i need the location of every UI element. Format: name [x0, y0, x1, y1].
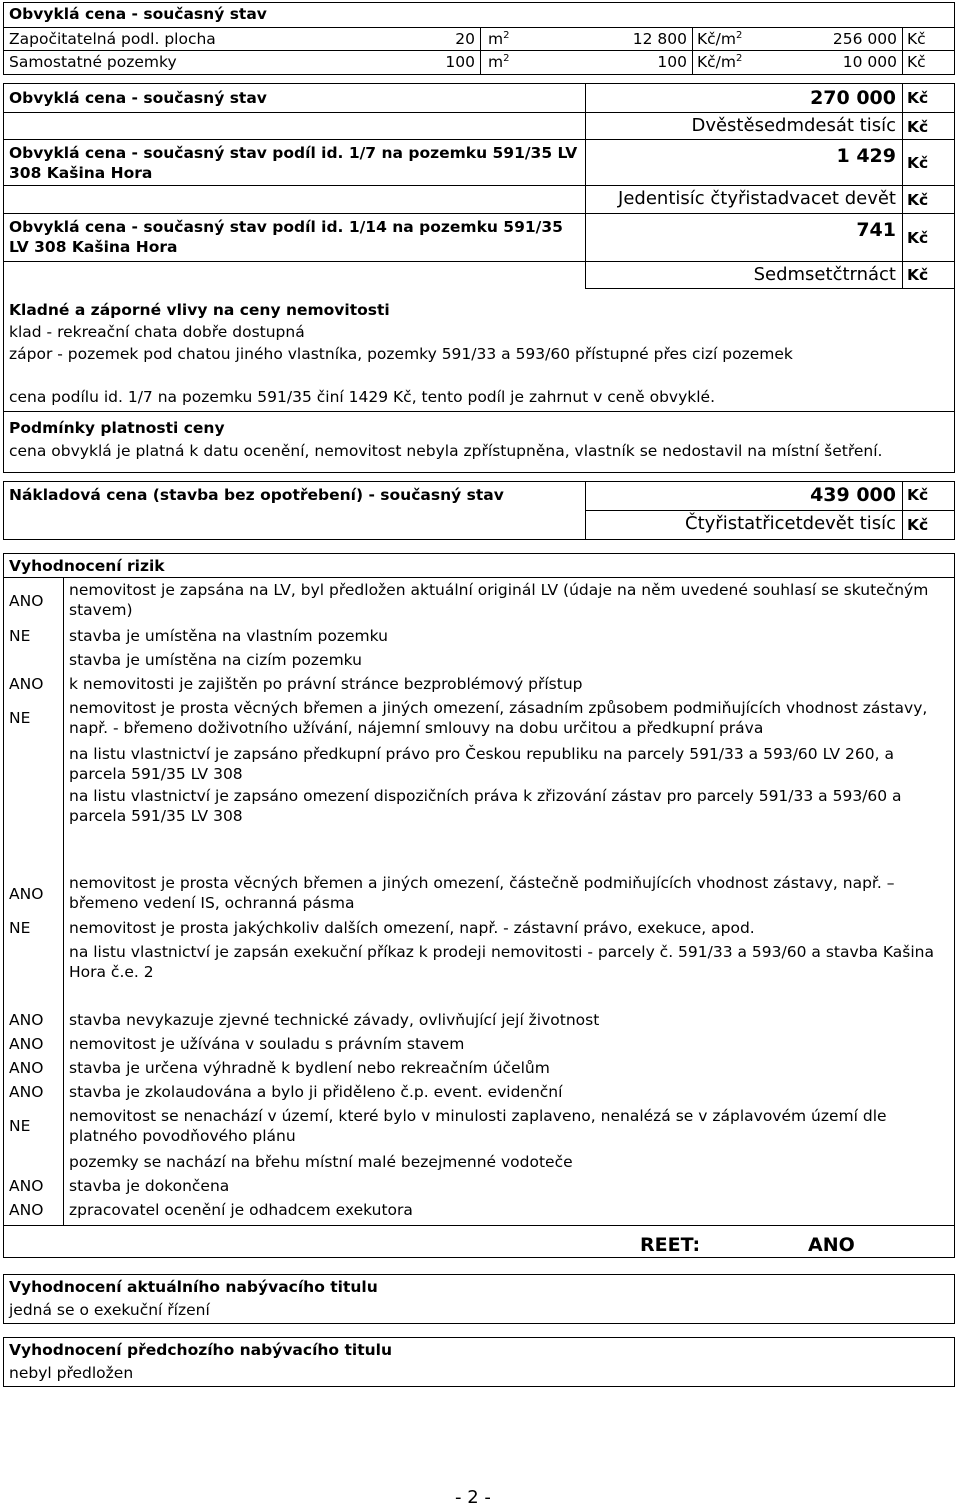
- risk-text: nemovitost je užívána v souladu s právním stavem: [69, 1035, 465, 1053]
- risk-text: na listu vlastnictví je zapsán exekuční příkaz k prodeji nemovitosti - parcely č. 591/33 a 593/60 a stavba Kašina Hora č.e. 2: [69, 943, 934, 981]
- divider: [480, 27, 481, 75]
- risk-flag: ANO: [9, 675, 44, 693]
- row1-currency: Kč: [907, 30, 926, 48]
- risk-flag: ANO: [9, 885, 44, 903]
- risk-flag: ANO: [9, 1035, 44, 1053]
- influences-title: Kladné a záporné vlivy na ceny nemovitosti: [9, 301, 390, 319]
- reet-label: REET:: [640, 1234, 701, 1256]
- divider: [3, 139, 955, 140]
- row1-total: 256 000: [832, 30, 897, 48]
- share-note: cena podílu id. 1/7 na pozemku 591/35 činí 1429 Kč, tento podíl je zahrnut v ceně obvyklé.: [9, 388, 716, 406]
- previous-title-text: nebyl předložen: [9, 1364, 134, 1382]
- risk-text: nemovitost se nenachází v území, které bylo v minulosti zaplaveno, nenalézá se v záplavovém území dle platného povodňového plánu: [69, 1107, 887, 1145]
- divider: [585, 261, 955, 262]
- share1-value: 1 429: [836, 145, 896, 167]
- cost-price-words: Čtyřistatřicetdevět tisíc: [685, 513, 896, 534]
- divider: [63, 577, 64, 1225]
- main-price-label: Obvyklá cena - současný stav: [9, 89, 267, 107]
- share2-words: Sedmsetčtrnáct: [753, 264, 896, 285]
- risk-flag: ANO: [9, 1083, 44, 1101]
- risk-flag: NE: [9, 709, 31, 727]
- divider: [3, 27, 955, 28]
- share1-words: Jedentisíc čtyřistadvacet devět: [618, 188, 896, 209]
- divider: [902, 27, 903, 75]
- current-title-heading: Vyhodnocení aktuálního nabývacího titulu: [9, 1278, 378, 1296]
- risk-flag: ANO: [9, 1059, 44, 1077]
- divider: [3, 50, 955, 51]
- risk-text: nemovitost je prosta věcných břemen a jiných omezení, zásadním způsobem podmiňujících vhodnost zástavy, např. - břemeno doživotního užívání, nájemní smlouvy na dobu určitou a předkupní práva: [69, 699, 928, 737]
- reet-value: ANO: [808, 1234, 855, 1256]
- divider: [3, 185, 585, 186]
- risk-flag: ANO: [9, 1177, 44, 1195]
- row2-price-unit: $Kč/m^2$: [697, 52, 743, 71]
- row1-qty-unit: $m^2$: [488, 29, 510, 48]
- divider: [692, 27, 693, 75]
- divider: [3, 1225, 955, 1226]
- risk-text: na listu vlastnictví je zapsáno omezení dispozičních práva k zřizování zástav pro parcely 591/33 a 593/60 a parcela 591/35 LV 308: [69, 787, 902, 825]
- row1-price: 12 800: [632, 30, 687, 48]
- share2-currency: Kč: [907, 229, 929, 247]
- risk-text: stavba je určena výhradně k bydlení nebo rekreačním účelům: [69, 1059, 550, 1077]
- risk-text: stavba je zkolaudována a bylo ji přiděleno č.p. event. evidenční: [69, 1083, 563, 1101]
- row2-label: Samostatné pozemky: [9, 53, 177, 71]
- risk-text: stavba je umístěna na vlastním pozemku: [69, 627, 388, 645]
- page-number: - 2 -: [455, 1487, 491, 1508]
- risk-text: pozemky se nachází na břehu místní malé bezejmenné vodotečе: [69, 1153, 573, 1171]
- share1-words-currency: Kč: [907, 191, 929, 209]
- row2-qty: 100: [445, 53, 475, 71]
- risk-flag: NE: [9, 919, 31, 937]
- risk-flag: ANO: [9, 1201, 44, 1219]
- share2-value: 741: [856, 219, 896, 241]
- risks-title: Vyhodnocení rizik: [9, 557, 165, 575]
- row1-qty: 20: [455, 30, 475, 48]
- row2-price: 100: [657, 53, 687, 71]
- risk-text: nemovitost je prosta jakýchkoliv dalších omezení, např. - zástavní právo, exekuce, apod.: [69, 919, 755, 937]
- main-price-value: 270 000: [810, 87, 896, 109]
- risk-flag: NE: [9, 1117, 31, 1135]
- influence-plus: klad - rekreační chata dobře dostupná: [9, 323, 305, 341]
- cost-price-currency: Kč: [907, 486, 929, 504]
- divider: [3, 577, 955, 578]
- risk-text: zpracovatel ocenění je odhadcem exekutora: [69, 1201, 413, 1219]
- risk-text: nemovitost je prosta věcných břemen a jiných omezení, částečně podmiňujících vhodnost zástavy, např. – břemeno vedení IS, ochranná pásma: [69, 874, 895, 912]
- main-words-currency: Kč: [907, 118, 929, 136]
- risk-text: stavba je dokončena: [69, 1177, 230, 1195]
- share1-currency: Kč: [907, 154, 929, 172]
- risk-text: stavba nevykazuje zjevné technické závady, ovlivňující její životnost: [69, 1011, 600, 1029]
- divider: [585, 288, 955, 289]
- divider: [3, 261, 585, 262]
- risk-text: nemovitost je zapsána na LV, byl předložen aktuální originál LV (údaje na něm uvedené souhlasí se skutečným stavem): [69, 581, 929, 619]
- section1-title: Obvyklá cena - současný stav: [9, 5, 267, 23]
- risk-flag: ANO: [9, 1011, 44, 1029]
- main-price-words: Dvěstěsedmdesát tisíc: [691, 115, 896, 136]
- row1-price-unit: $Kč/m^2$: [697, 29, 743, 48]
- share2-label: Obvyklá cena - současný stav podíl id. 1/14 na pozemku 591/35 LV 308 Kašina Hora: [9, 218, 563, 256]
- divider: [3, 411, 955, 412]
- divider: [585, 112, 955, 113]
- row2-qty-unit: $m^2$: [488, 52, 510, 71]
- divider: [3, 112, 585, 113]
- validity-title: Podmínky platnosti ceny: [9, 419, 225, 437]
- divider: [585, 185, 955, 186]
- risk-flag: ANO: [9, 592, 44, 610]
- risk-flag: NE: [9, 627, 31, 645]
- cost-price-value: 439 000: [810, 484, 896, 506]
- risk-text: stavba je umístěna na cizím pozemku: [69, 651, 362, 669]
- validity-text: cena obvyklá je platná k datu ocenění, nemovitost nebyla zpřístupněna, vlastník se nedostavil na místní šetření.: [9, 442, 883, 460]
- previous-title-heading: Vyhodnocení předchozího nabývacího titulu: [9, 1341, 392, 1359]
- risk-text: k nemovitosti je zajištěn po právní stránce bezproblémový přístup: [69, 675, 583, 693]
- cost-words-currency: Kč: [907, 516, 929, 534]
- row1-label: Započitatelná podl. plocha: [9, 30, 216, 48]
- divider: [3, 213, 955, 214]
- main-price-currency: Kč: [907, 89, 929, 107]
- row2-currency: Kč: [907, 53, 926, 71]
- current-title-text: jedná se o exekuční řízení: [9, 1301, 210, 1319]
- divider: [585, 510, 955, 511]
- cost-price-label: Nákladová cena (stavba bez opotřebení) - současný stav: [9, 486, 504, 504]
- share1-label: Obvyklá cena - současný stav podíl id. 1/7 na pozemku 591/35 LV 308 Kašina Hora: [9, 144, 578, 182]
- risk-text: na listu vlastnictví je zapsáno předkupní právo pro Českou republiku na parcely 591/33 a 593/60 LV 260, a parcela 591/35 LV 308: [69, 745, 894, 783]
- share2-words-currency: Kč: [907, 266, 929, 284]
- row2-total: 10 000: [842, 53, 897, 71]
- influence-minus: zápor - pozemek pod chatou jiného vlastníka, pozemky 591/33 a 593/60 přístupné přes cizí pozemek: [9, 345, 793, 363]
